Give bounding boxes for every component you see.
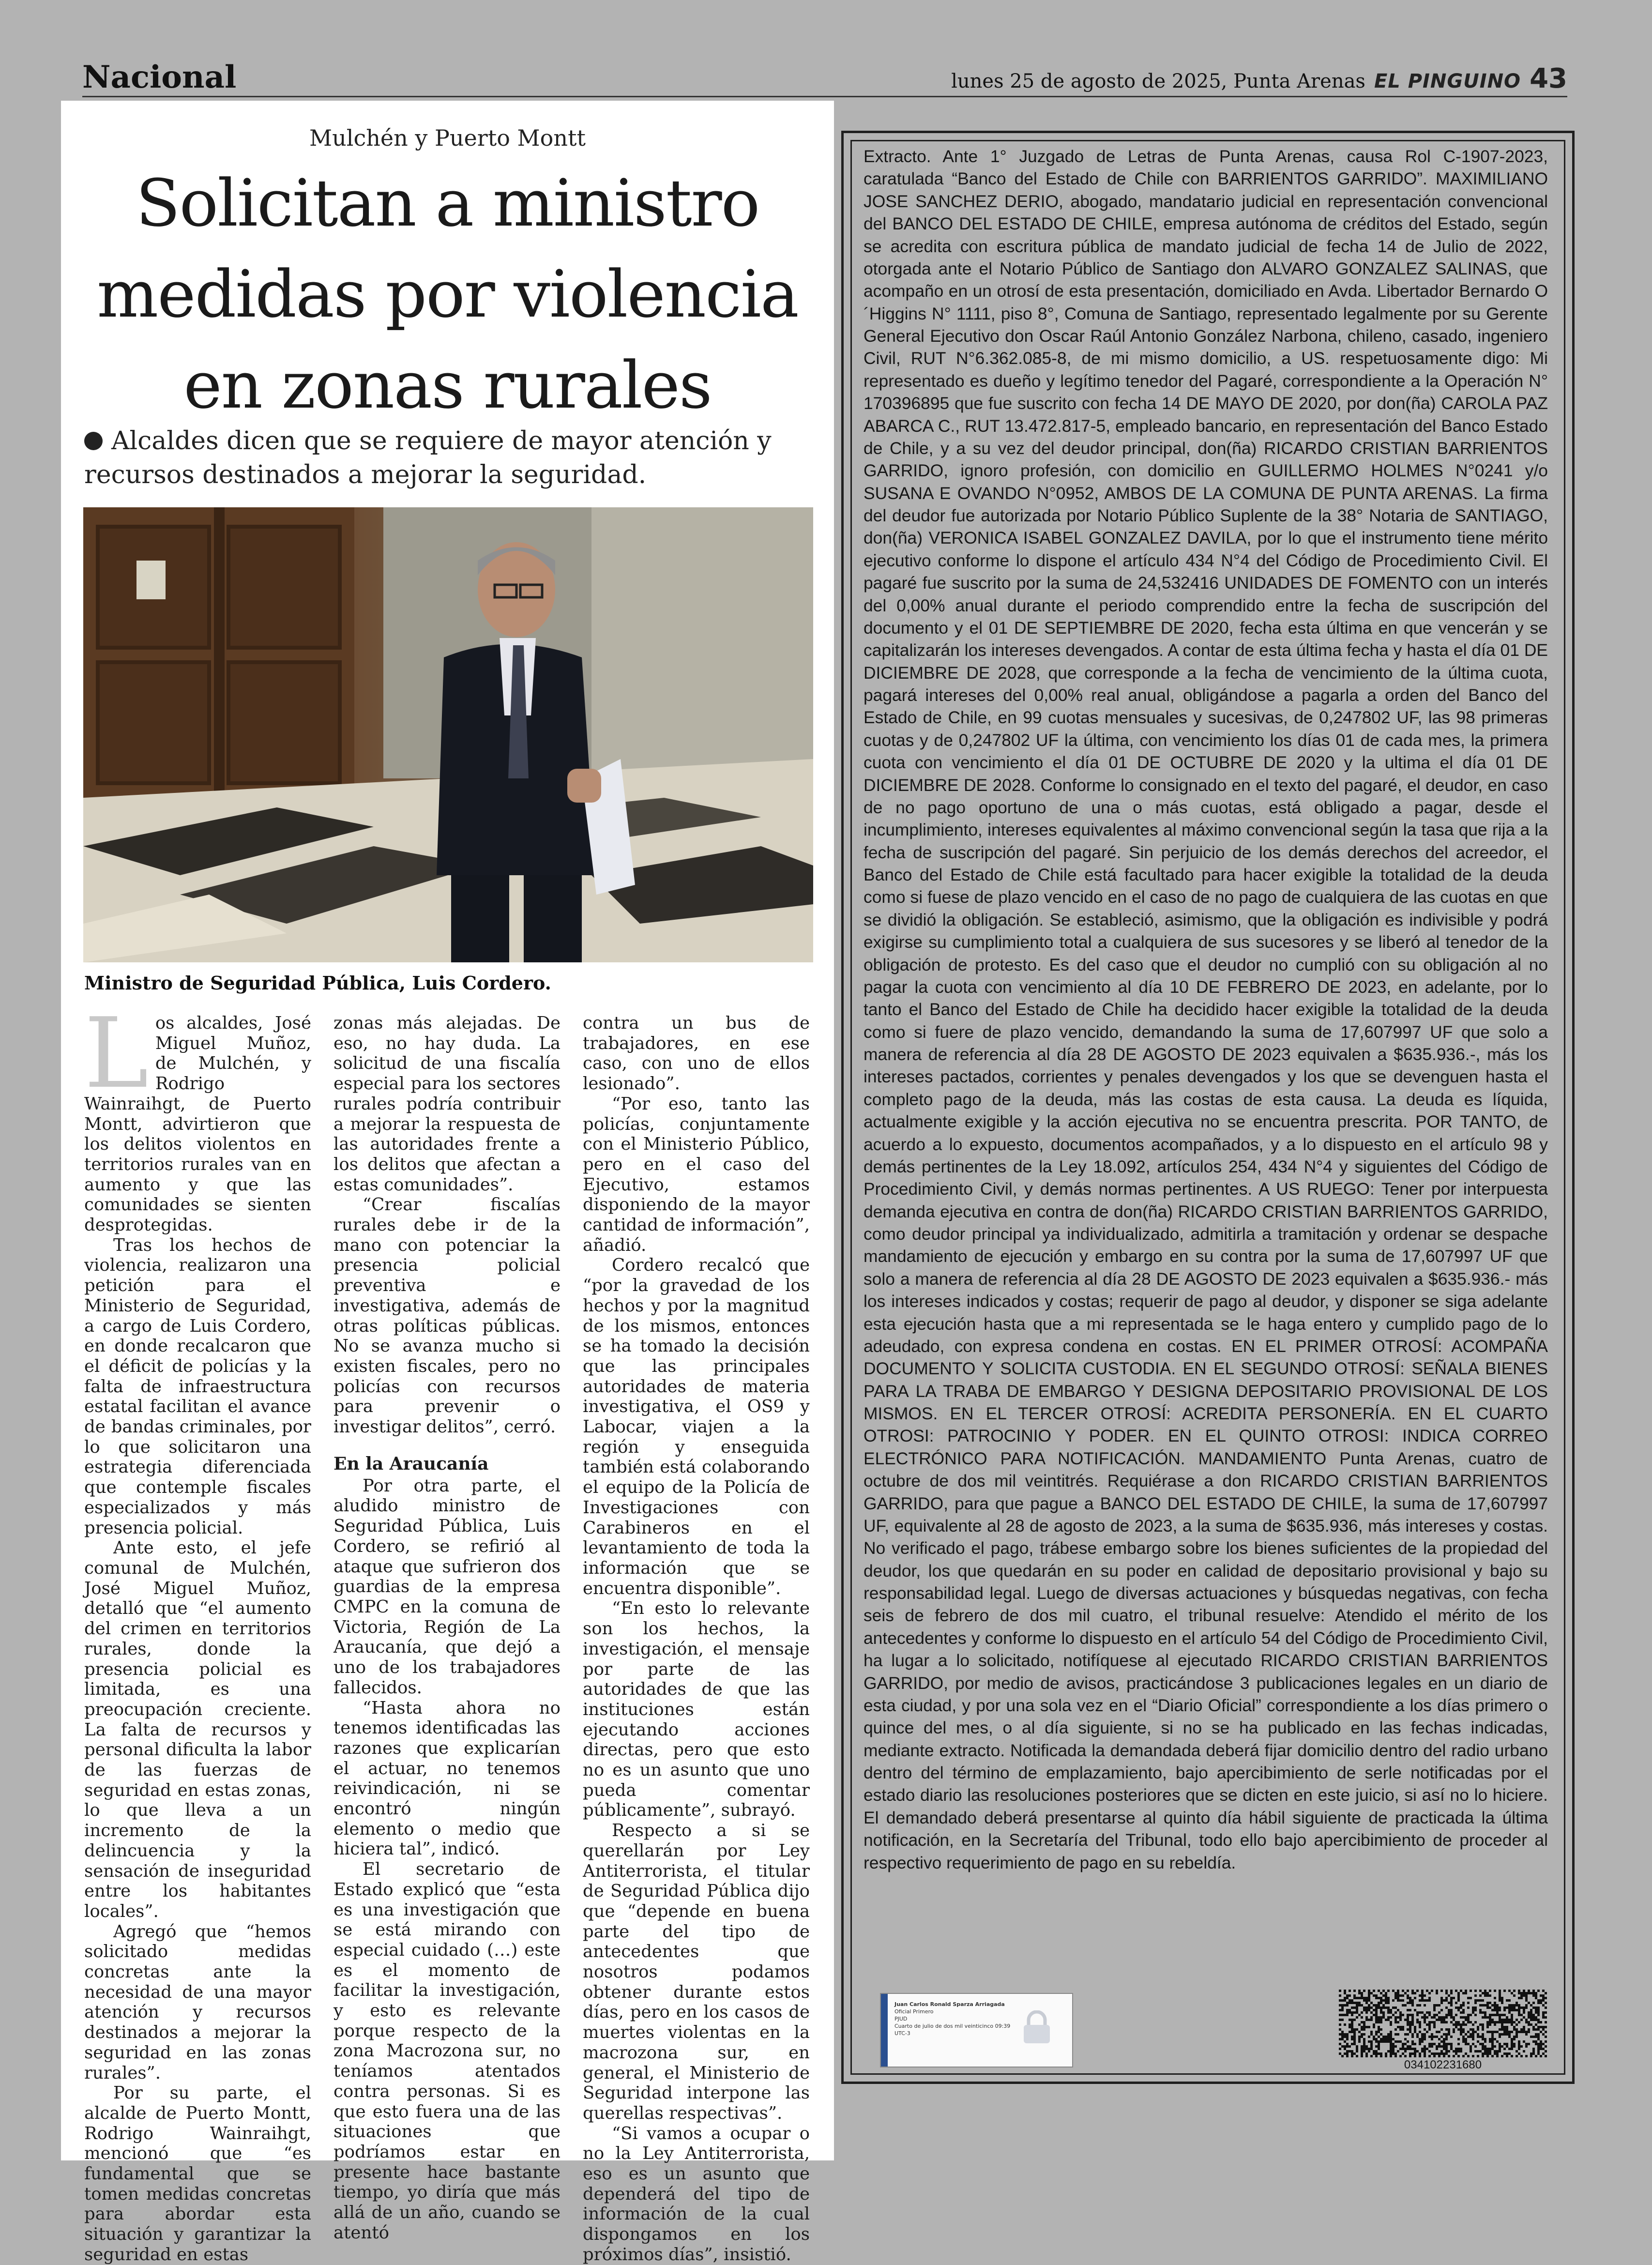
header-rule bbox=[82, 96, 1567, 97]
paragraph: “En esto lo relevante son los hechos, la investigación, el mensaje por parte de las autoridades de que las instituciones están ejecutando acciones directas, pero que esto no es un asunto que uno pueda comentar públicamente”, subrayó. bbox=[583, 1598, 810, 1821]
legal-notice-text: Extracto. Ante 1° Juzgado de Letras de Punta Arenas, causa Rol C-1907-2023, caratulada “Banco del Estado de Chile con BARRIENTOS GARRIDO”. MAXIMILIANO JOSE SANCHEZ DERIO, abogado, mandatario judicial en representación convencional del BANCO DEL ESTADO DE CHILE, empresa autónoma de créditos del Estado, según se acredita con escritura pública de mandato judicial de fecha 14 de Julio de 2022, otorgada ante el Notario Público de Santiago don ALVARO GONZALEZ SALINAS, que acompaño en un otrosí de esta presentación, domiciliado en Avda. Libertador Bernardo O´Higgins N° 1111, piso 8°, Comuna de Santiago, representado legalmente por su Gerente General Ejecutivo don Oscar Raúl Antonio González Narbona, chileno, casado, ingeniero Civil, RUT N°6.362.085-8, de mi mismo domicilio, a US. respetuosamente digo: Mi representado es dueño y legítimo tenedor del Pagaré, correspondiente a la Operación N° 170396895 que fue suscrito con fecha 14 DE MAYO DE 2020, por don(ña) CAROLA PAZ ABARCA C., RUT 13.472.817-5, empleado bancario, en representación del Banco Estado de Chile, y a su vez del deudor principal, don(ña) RICARDO CRISTIAN BARRIENTOS GARRIDO, ignoro profesión, con domicilio en GUILLERMO HOLMES N°0241 y/o SUSANA E OVANDO N°0952, AMBOS DE LA COMUNA DE PUNTA ARENAS. La firma del deudor fue autorizada por Notario Público Suplente de la 38° Notaria de SANTIAGO, don(ña) VERONICA ISABEL GONZALEZ DAVILA, por lo que el instrumento tiene mérito ejecutivo conforme lo dispone el artículo 434 N°4 del Código de Procedimiento Civil. El pagaré fue suscrito por la suma de 24,532416 UNIDADES DE FOMENTO con un interés del 0,00% anual durante el periodo comprendido entre la fecha de suscripción del documento y el 01 DE SEPTIEMBRE DE 2020, fecha esta última en que vencerán y se capitalizarán los intereses devengados. A contar de esta última fecha y hasta el día 01 DE DICIEMBRE DE 2028, que corresponde a la fecha de vencimiento de la última cuota, pagará intereses del 0,00% real anual, obligándose a pagarla a orden del Banco del Estado de Chile, en 99 cuotas mensuales y sucesivas, de 0,247802 UF, las 98 primeras cuotas y de 0,247802 UF la última, con vencimiento los días 01 de cada mes, la primera cuota con vencimiento el día 01 DE OCTUBRE DE 2020 y la ultima el día 01 DE DICIEMBRE DE 2028. Conforme lo consignado en el texto del pagaré, el deudor, en caso de no pago oportuno de una o más cuotas, está obligado a pagar, desde el incumplimiento, intereses equivalentes al máximo convencional según la tasa que rija a la fecha de suscripción del pagaré. Sin perjuicio de los demás derechos del acreedor, el Banco del Estado de Chile está facultado para hacer exigible la totalidad de la deuda como si fuese de plazo vencido en el caso de no pago de cualquiera de las cuotas en que se dividió la obligación. Se estableció, asimismo, que la obligación es indivisible y podrá exigirse su cumplimiento total a cualquiera de sus sucesores y se liberó al tenedor de la obligación de protesto. Es del caso que el deudor no cumplió con su obligación al no pagar la cuota con vencimiento al día 10 DE FEBRERO DE 2023, en adelante, por lo tanto el Banco del Estado de Chile ha decidido hacer exigible la totalidad de la deuda como si fuere de plazo vencido, demandando la suma de 17,607997 UF que solo a manera de referencia al día 28 DE AGOSTO DE 2023 equivalen a $635.936.-, más los intereses pactados, corrientes y penales devengados y los que se devenguen hasta el completo pago de la deuda, más las costas de esta causa. La deuda es líquida, actualmente exigible y la acción ejecutiva no se encuentra prescrita. POR TANTO, de acuerdo a lo expuesto, documentos acompañados, y a lo dispuesto en el artículo 98 y demás pertinentes de la Ley 18.092, artículos 254, 434 N°4 y siguientes del Código de Procedimiento Civil, y demás normas pertinentes. A US RUEGO: Tener por interpuesta demanda ejecutiva en contra de don(ña) RICARDO CRISTIAN BARRIENTOS GARRIDO, como deudor principal ya individualizado, admitirla a tramitación y ordenar se despache mandamiento de ejecución y embargo en su contra por la suma de 17,607997 UF que solo a manera de referencia al día 28 DE AGOSTO DE 2023 equivalen a $635.936.- más los intereses indicados y costas; requerir de pago al deudor, y disponer se siga adelante esta ejecución hasta que a mi representada se le haga entero y cumplido pago de lo adeudado, con expresa condena en costas. EN EL PRIMER OTROSÍ: ACOMPAÑA DOCUMENTO Y SOLICITA CUSTODIA. EN EL SEGUNDO OTROSÍ: SEÑALA BIENES PARA LA TRABA DE EMBARGO Y DESIGNA DEPOSITARIO PROVISIONAL DE LOS MISMOS. EN EL TERCER OTROSÍ: ACREDITA PERSONERÍA. EN EL CUARTO OTROSI: PATROCINIO Y PODER. EN EL QUINTO OTROSI: INDICA CORREO ELECTRÓNICO PARA NOTIFICACIÓN. MANDAMIENTO Punta Arenas, cuatro de octubre de dos mil veintitrés. Requiérase a don RICARDO CRISTIAN BARRIENTOS GARRIDO, para que pague a BANCO DEL ESTADO DE CHILE, la suma de 17,607997 UF, equivalente al 28 de agosto de 2023, a la suma de $635.936, más intereses y costas. No verificado el pago, trábese embargo sobre los bienes suficientes de la propiedad del deudor, los que quedarán en su poder en calidad de depositario provisional y bajo su responsabilidad legal. Luego de diversas actuaciones y búsquedas negativas, con fecha seis de febrero de dos mil cuatro, el tribunal resuelve: Atendido el mérito de los antecedentes y conforme lo dispuesto en el artículo 54 del Código de Procedimiento Civil, ha lugar a lo solicitado, notifíquese al ejecutado RICARDO CRISTIAN BARRIENTOS GARRIDO, por medio de avisos, practicándose 3 publicaciones legales en un diario de esta ciudad, y por una sola vez en el “Diario Oficial” correspondiente a los días primero o quince del mes, o al día siguiente, si no se ha publicado en las fechas indicadas, mediante extracto. Notificada la demandada deberá fijar domicilio dentro del radio urbano dentro del término de emplazamiento, bajo apercibimiento de serle notificadas por el estado diario las resoluciones posteriores que se dicten en este juicio, si así no lo hiciere. El demandado deberá presentarse al quinto día hábil siguiente de practicada la última notificación, en la Secretaría del Tribunal, todo ello bajo apercibimiento de proceder al respectivo requerimiento de pago en su rebeldía. bbox=[864, 147, 1548, 1872]
paragraph: “Por eso, tanto las policías, conjuntamente con el Ministerio Público, pero en el caso del Ejecutivo, estamos disponiendo de la mayor cantidad de información”, añadió. bbox=[583, 1094, 810, 1255]
article-column-1 bbox=[84, 997, 311, 2265]
paragraph: Cordero recalcó que “por la gravedad de los hechos y por la magnitud de los mismos, entonces se ha tomado la decisión que las principales autoridades de materia investigativa, el OS9 y Labocar, viajen a la región y enseguida también está colaborando el equipo de la Policía de Investigaciones con Carabineros en el levantamiento de toda la información que se encuentra disponible”. bbox=[583, 1255, 810, 1598]
paragraph: contra un bus de trabajadores, en ese caso, con uno de ellos lesionado”. bbox=[583, 1013, 810, 1094]
article-subhead bbox=[84, 424, 810, 492]
paragraph: Los alcaldes, José Miguel Muñoz, de Mulchén, y Rodrigo Wainraihgt, de Puerto Montt, advirtieron que los delitos violentos en territorios rurales van en aumento y que las comunidades se sienten desprotegidas. bbox=[84, 997, 311, 1235]
paragraph: Por otra parte, el aludido ministro de Seguridad Pública, Luis Cordero, se refirió al ataque que sufrieron dos guardias de la empresa CMPC en la comuna de Victoria, Región de La Araucanía, que dejó a uno de los trabajadores fallecidos. bbox=[333, 1475, 561, 1698]
section-title: Nacional bbox=[82, 59, 237, 95]
paragraph: Ante esto, el jefe comunal de Mulchén, José Miguel Muñoz, detalló que “el aumento del crimen en territorios rurales, donde la presencia policial es limitada, es una preocupación creciente. La falta de recursos y personal dificulta la labor de las fuerzas de seguridad en estas zonas, lo que lleva a un incremento de la delincuencia y la sensación de inseguridad entre los habitantes locales”. bbox=[84, 1538, 311, 1921]
issue-date: lunes 25 de agosto de 2025, Punta Arenas bbox=[951, 70, 1365, 92]
subhead-text: Alcaldes dicen que se requiere de mayor atención y recursos destinados a mejorar la seguridad. bbox=[84, 426, 772, 489]
paragraph: “Crear fiscalías rurales debe ir de la mano con potenciar la presencia policial preventiva e investigativa, además de otras políticas públicas. No se avanza mucho si existen fiscales, pero no policías con recursos para prevenir o investigar delitos”, cerró. bbox=[333, 1195, 561, 1437]
article-panel bbox=[61, 101, 834, 2265]
stamp-bar bbox=[881, 1994, 888, 2067]
paragraph: Agregó que “hemos solicitado medidas concretas ante la necesidad de una mayor atención y recursos destinados a mejorar la seguridad en las zonas rurales”. bbox=[84, 1921, 311, 2083]
photo-minister-illustration bbox=[83, 507, 813, 962]
electronic-signature-stamp bbox=[880, 1993, 1073, 2067]
paragraph: Respecto a si se querellarán por Ley Antiterrorista, el titular de Seguridad Pública dijo que “depende en buena parte del tipo de antecedentes que nosotros podamos obtener durante estos días, pero en los casos de muertes violentas en la macrozona sur, en general, el Ministerio de Seguridad interpone las querellas respectivas”. bbox=[583, 1821, 810, 2123]
article-column-3 bbox=[583, 1013, 810, 2265]
headline-line: Solicitan a ministro bbox=[136, 166, 759, 241]
paragraph: El secretario de Estado explicó que “esta es una investigación que se está mirando con especial cuidado (…) este es el momento de facilitar la investigación, y esto es relevante porque respecto de la zona Macrozona sur, no teníamos atentados contra personas. Si es que esto fuera una de las situaciones que podríamos estar en presente hace bastante tiempo, yo diría que más allá de un año, cuando se atentó bbox=[333, 1859, 561, 2243]
article-body bbox=[84, 997, 810, 2265]
legal-notice bbox=[841, 131, 1575, 2084]
paragraph: Por su parte, el alcalde de Puerto Montt, Rodrigo Wainraihgt, mencionó que “es fundamental que se tomen medidas concretas para abordar esta situación y garantizar la seguridad en estas bbox=[84, 2083, 311, 2265]
legal-notice-inner-border bbox=[850, 140, 1565, 2075]
newspaper-logo: EL PINGUINO bbox=[1374, 70, 1521, 92]
drop-cap: L bbox=[84, 997, 149, 1110]
headline-line: en zonas rurales bbox=[183, 348, 712, 423]
paragraph: zonas más alejadas. De eso, no hay duda. La solicitud de una fiscalía especial para los sectores rurales podría contribuir a mejorar la respuesta de las autoridades frente a los delitos que afectan a estas comunidades”. bbox=[333, 1013, 561, 1195]
article-kicker: Mulchén y Puerto Montt bbox=[309, 125, 586, 151]
photo-caption: Ministro de Seguridad Pública, Luis Cordero. bbox=[84, 972, 551, 994]
article-headline bbox=[90, 158, 805, 431]
headline-line: medidas por violencia bbox=[97, 257, 798, 332]
article-column-2 bbox=[333, 1013, 561, 2243]
bullet-icon bbox=[84, 432, 103, 450]
section-subheading: En la Araucanía bbox=[333, 1453, 489, 1474]
lock-icon bbox=[1021, 2010, 1053, 2044]
stamp-text: Juan Carlos Ronald Sparza Arriagada Oficial Primero PJUD Cuarto de julio de dos mil veinticinco 09:39 UTC-3 bbox=[894, 2001, 1011, 2037]
paragraph: “Hasta ahora no tenemos identificadas las razones que explicarían el actuar, no tenemos reivindicación, ni se encontró ningún elemento o medio que hiciera tal”, indicó. bbox=[333, 1698, 561, 1859]
article-photo bbox=[83, 507, 813, 962]
barcode-icon bbox=[1339, 1990, 1547, 2057]
masthead-info bbox=[951, 63, 1567, 94]
barcode-number: 034102231680 bbox=[1404, 2058, 1482, 2071]
paragraph: “Si vamos a ocupar o no la Ley Antiterrorista, eso es un asunto que dependerá del tipo de información de la cual dispongamos en los próximos días”, insistió. bbox=[583, 2123, 810, 2265]
paragraph: Tras los hechos de violencia, realizaron una petición para el Ministerio de Seguridad, a cargo de Luis Cordero, en donde recalcaron que el déficit de policías y la falta de infraestructura estatal facilitan el avance de bandas criminales, por lo que solicitaron una estrategia diferenciada que contemple fiscales especializados y más presencia policial. bbox=[84, 1235, 311, 1538]
page-number: 43 bbox=[1530, 63, 1567, 94]
